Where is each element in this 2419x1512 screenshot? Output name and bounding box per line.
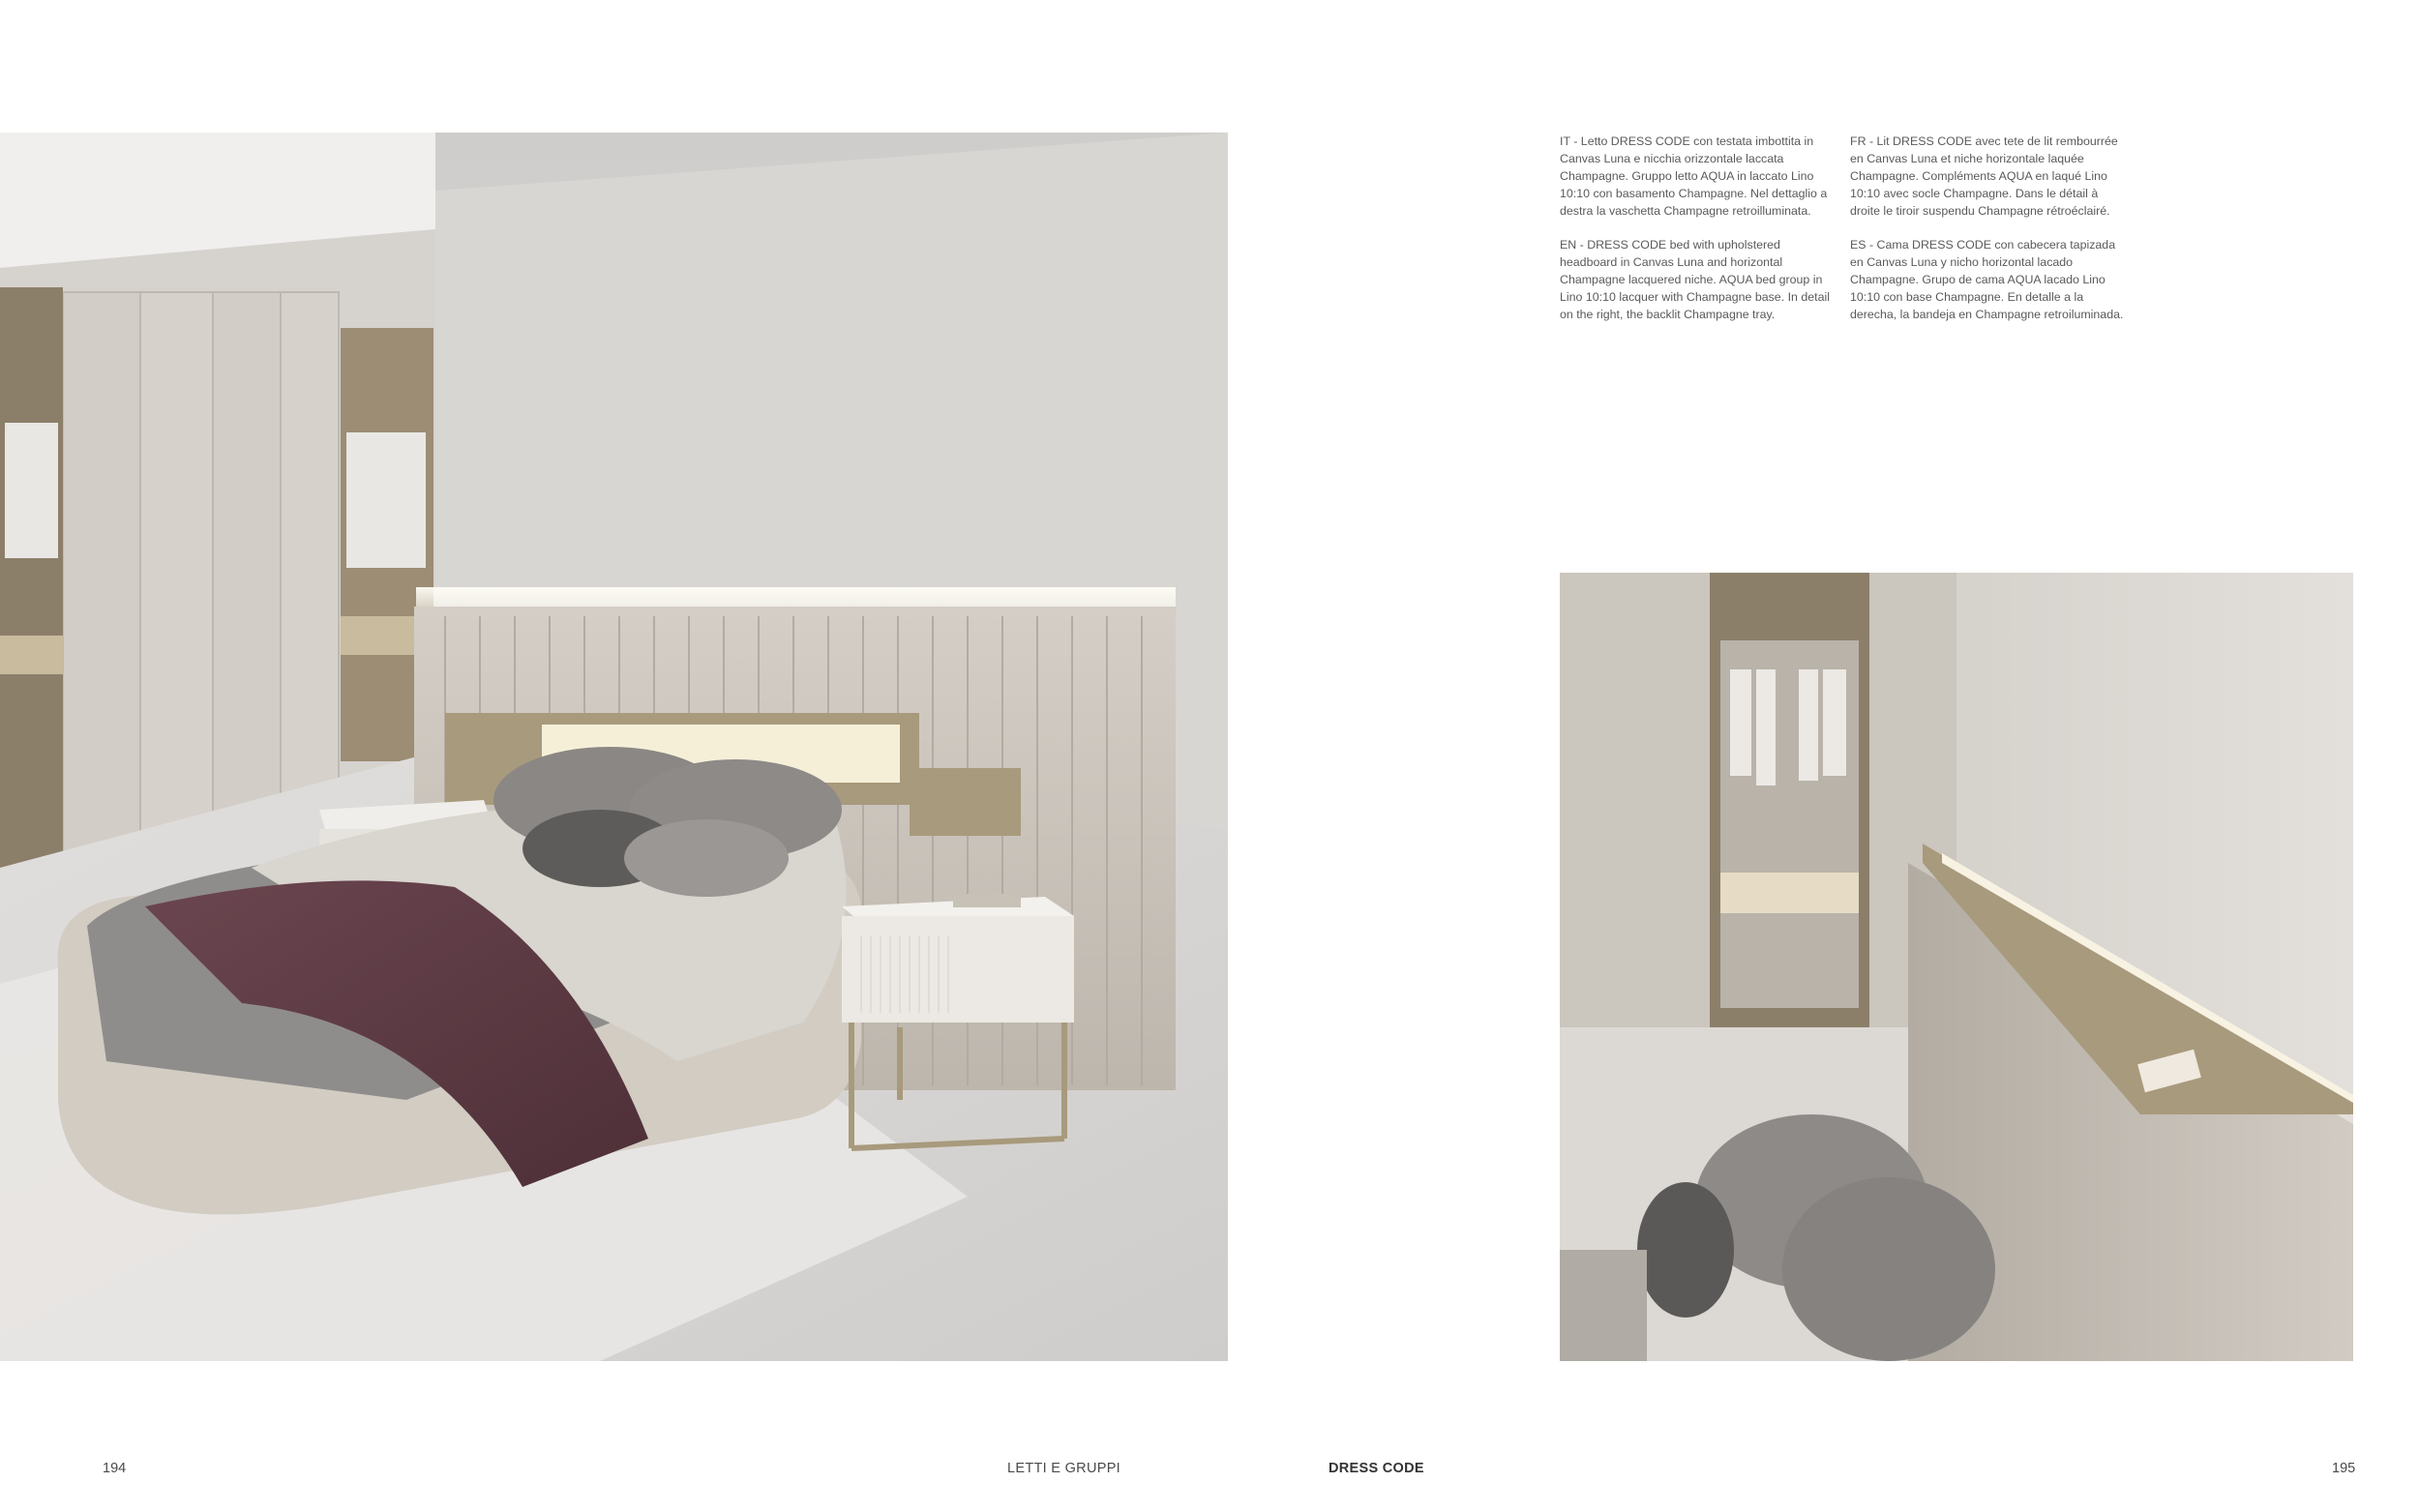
description-es: ES - Cama DRESS CODE con cabecera tapizada en Canvas Luna y nicho horizontal lacado Champagne. Grupo de cama AQUA lacado Lino 10:10 con base Champagne. En detalle a la derecha, la bandeja en Champagne retroiluminada. bbox=[1850, 238, 2124, 321]
section-title: LETTI E GRUPPI bbox=[1007, 1461, 1120, 1476]
description-en: EN - DRESS CODE bed with upholstered headboard in Canvas Luna and horizontal Champagne lacquered niche. AQUA bed group in Lino 10:10 lacquer with Champagne base. In detail on the right, the backlit Champagne tray. bbox=[1560, 238, 1830, 321]
page-number-left: 194 bbox=[103, 1461, 127, 1476]
detail-photo bbox=[1560, 573, 2353, 1361]
bedroom-photo bbox=[0, 133, 1228, 1361]
description-column-right bbox=[1850, 133, 2126, 340]
description-column-left bbox=[1560, 133, 1836, 340]
collection-title: DRESS CODE bbox=[1329, 1461, 1424, 1476]
description-fr: FR - Lit DRESS CODE avec tete de lit rembourrée en Canvas Luna et niche horizontale laquée Champagne. Compléments AQUA en laqué Lino 10:10 avec socle Champagne. Dans le détail à droite le tiroir suspendu Champagne rétroéclairé. bbox=[1850, 134, 2118, 218]
description-it: IT - Letto DRESS CODE con testata imbottita in Canvas Luna e nicchia orizzontale laccata Champagne. Gruppo letto AQUA in laccato Lino 10:10 con basamento Champagne. Nel dettaglio a destra la vaschetta Champagne retroilluminata. bbox=[1560, 134, 1828, 218]
page-number-right: 195 bbox=[2332, 1461, 2356, 1476]
